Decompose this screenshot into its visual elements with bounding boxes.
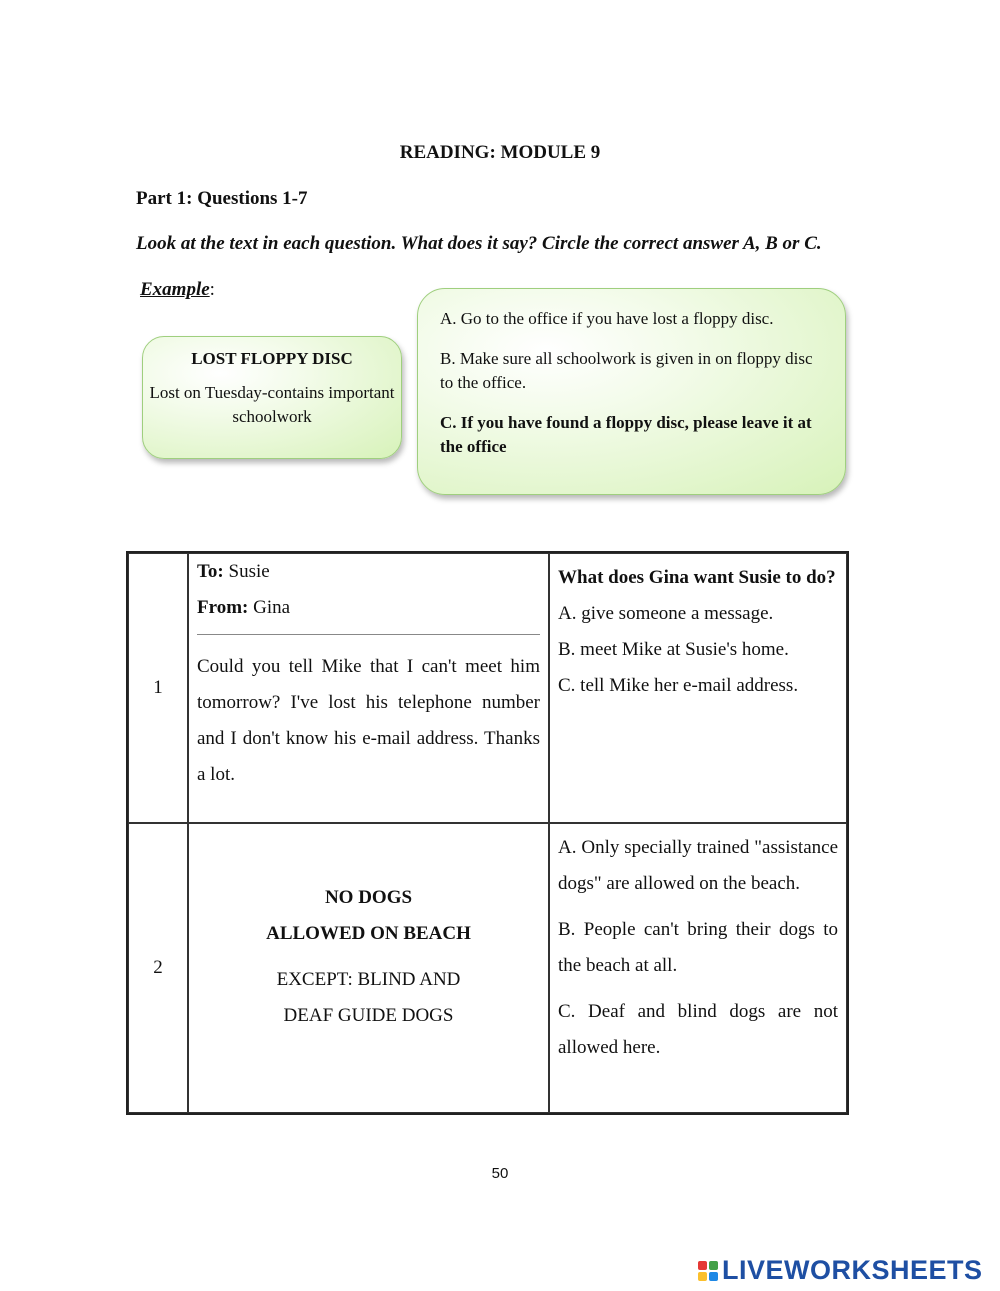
brand-name: LIVEWORKSHEETS [722,1255,983,1285]
question-number: 1 [128,553,188,823]
sign-line: ALLOWED ON BEACH [266,923,471,944]
example-options-box [417,288,846,495]
instruction-text: Look at the text in each question. What does it say? Circle the correct answer A, B or C. [136,233,822,254]
page-number: 50 [491,1165,509,1182]
example-notice-box [142,336,402,459]
example-label [140,279,215,301]
liveworksheets-logo[interactable] [698,1255,983,1286]
question-2-sign [188,823,549,1113]
message-body: Could you tell Mike that I can't meet him tomorrow? I've lost his telephone number and I don't know his e-mail address. Thanks a lot. [197,656,540,785]
example-option-b[interactable]: B. Make sure all schoolwork is given in on floppy disc to the office. [440,349,813,392]
part-heading: Part 1: Questions 1-7 [136,188,308,209]
sign-line: NO DOGS [324,887,413,908]
to-line [197,554,540,590]
question-1-text [188,553,549,823]
example-colon: : [209,279,215,300]
logo-square [709,1272,718,1281]
example-notice-body: Lost on Tuesday-contains important schoolwork [149,383,395,426]
logo-square [698,1272,707,1281]
example-option-c[interactable]: C. If you have found a floppy disc, please leave it at the office [440,413,812,456]
question-2-option-b[interactable]: B. People can't bring their dogs to the beach at all. [558,919,838,976]
question-row-2 [128,823,847,1113]
example-word: Example [140,279,210,300]
to-label: To: [197,561,224,582]
question-1-option-b[interactable]: B. meet Mike at Susie's home. [558,639,789,660]
questions-table [126,551,849,1115]
divider [197,634,540,635]
to-value: Susie [223,561,270,582]
from-label: From: [197,597,249,618]
question-number: 2 [128,823,188,1113]
question-2-option-a[interactable]: A. Only specially trained "assistance dogs" are allowed on the beach. [558,837,838,894]
question-2-options [549,823,847,1113]
from-value: Gina [248,597,291,618]
question-1-options [549,553,847,823]
example-option-a[interactable]: A. Go to the office if you have lost a floppy disc. [440,309,774,328]
logo-square [709,1261,718,1270]
question-1-option-a[interactable]: A. give someone a message. [558,603,774,624]
sign-line: EXCEPT: BLIND AND [276,969,461,990]
logo-square [698,1261,707,1270]
page-title: READING: MODULE 9 [399,142,601,163]
question-row-1 [128,553,847,823]
question-1-option-c[interactable]: C. tell Mike her e-mail address. [558,675,799,696]
example-notice-title: LOST FLOPPY DISC [191,349,353,368]
question-2-option-c[interactable]: C. Deaf and blind dogs are not allowed here. [558,1001,838,1058]
sign-line: DEAF GUIDE DOGS [283,1005,454,1026]
logo-icon [698,1261,718,1281]
from-line [197,590,540,626]
question-1-prompt: What does Gina want Susie to do? [558,567,836,588]
